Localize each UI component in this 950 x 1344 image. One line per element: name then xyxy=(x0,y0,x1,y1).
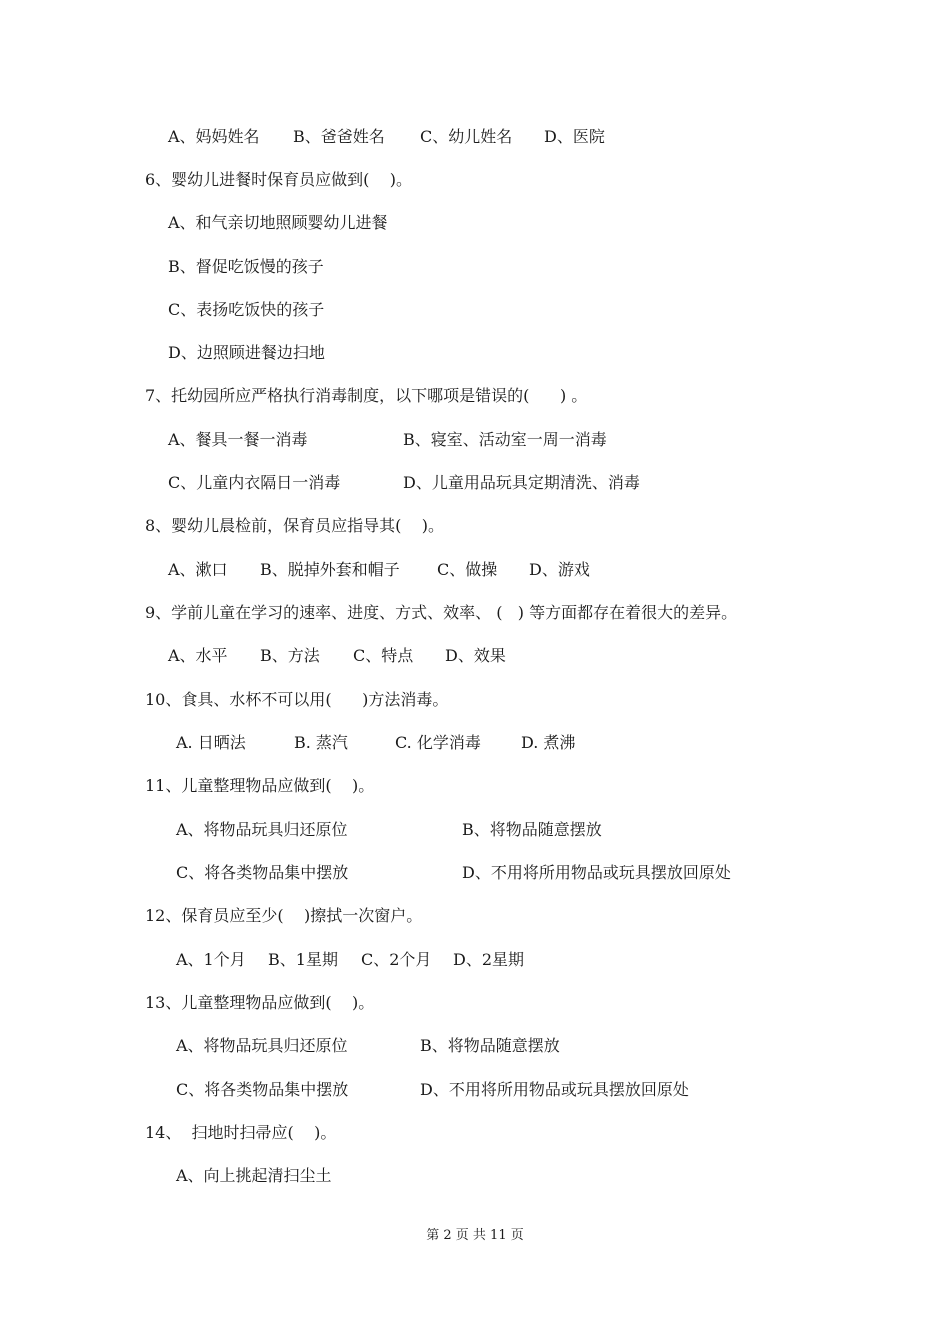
question-text: 13、儿童整理物品应做到( )。 xyxy=(145,993,375,1012)
option-text: B、1星期 xyxy=(268,950,338,969)
option-text: B. 蒸汽 xyxy=(294,733,348,752)
option-text: A、和气亲切地照顾婴幼儿进餐 xyxy=(168,213,388,232)
option-text: C、特点 xyxy=(353,646,414,665)
question-text: 6、婴幼儿进餐时保育员应做到( )。 xyxy=(145,170,413,189)
option-text: C、做操 xyxy=(437,560,498,579)
option-text: A、妈妈姓名 xyxy=(168,127,260,146)
option-text: D、效果 xyxy=(445,646,506,665)
question-text: 8、婴幼儿晨检前，保育员应指导其( )。 xyxy=(145,516,445,535)
option-text: B、将物品随意摆放 xyxy=(462,820,602,839)
option-text: B、方法 xyxy=(260,646,320,665)
option-text: D、不用将所用物品或玩具摆放回原处 xyxy=(462,863,731,882)
option-text: C. 化学消毒 xyxy=(395,733,481,752)
option-text: C、幼儿姓名 xyxy=(420,127,513,146)
option-text: B、脱掉外套和帽子 xyxy=(260,560,400,579)
option-text: A、漱口 xyxy=(168,560,228,579)
question-text: 9、学前儿童在学习的速率、进度、方式、效率、 ( ) 等方面都存在着很大的差异。 xyxy=(145,603,738,622)
option-text: B、爸爸姓名 xyxy=(293,127,385,146)
option-text: A、水平 xyxy=(168,646,228,665)
option-text: C、表扬吃饭快的孩子 xyxy=(168,300,325,319)
question-text: 11、儿童整理物品应做到( )。 xyxy=(145,776,375,795)
question-text: 7、托幼园所应严格执行消毒制度，以下哪项是错误的( ) 。 xyxy=(145,386,588,405)
option-text: A、1个月 xyxy=(176,950,246,969)
page-number-footer: 第 2 页 共 11 页 xyxy=(426,1228,524,1243)
option-text: A、餐具一餐一消毒 xyxy=(168,430,308,449)
option-text: D. 煮沸 xyxy=(521,733,576,752)
option-text: C、2个月 xyxy=(361,950,432,969)
option-text: D、游戏 xyxy=(529,560,590,579)
option-text: D、医院 xyxy=(544,127,605,146)
option-text: C、将各类物品集中摆放 xyxy=(176,863,349,882)
question-text: 10、食具、水杯不可以用( )方法消毒。 xyxy=(145,690,449,709)
option-text: D、儿童用品玩具定期清洗、消毒 xyxy=(403,473,640,492)
option-text: B、将物品随意摆放 xyxy=(420,1036,560,1055)
option-text: D、边照顾进餐边扫地 xyxy=(168,343,325,362)
option-text: A、将物品玩具归还原位 xyxy=(176,820,348,839)
option-text: D、不用将所用物品或玩具摆放回原处 xyxy=(420,1080,689,1099)
option-text: B、督促吃饭慢的孩子 xyxy=(168,257,324,276)
option-text: C、儿童内衣隔日一消毒 xyxy=(168,473,341,492)
option-text: C、将各类物品集中摆放 xyxy=(176,1080,349,1099)
question-text: 12、保育员应至少( )擦拭一次窗户。 xyxy=(145,906,423,925)
option-text: A、向上挑起清扫尘土 xyxy=(176,1166,332,1185)
option-text: A. 日晒法 xyxy=(176,733,246,752)
option-text: A、将物品玩具归还原位 xyxy=(176,1036,348,1055)
question-text: 14、 扫地时扫帚应( )。 xyxy=(145,1123,337,1142)
option-text: B、寝室、活动室一周一消毒 xyxy=(403,430,607,449)
option-text: D、2星期 xyxy=(453,950,525,969)
